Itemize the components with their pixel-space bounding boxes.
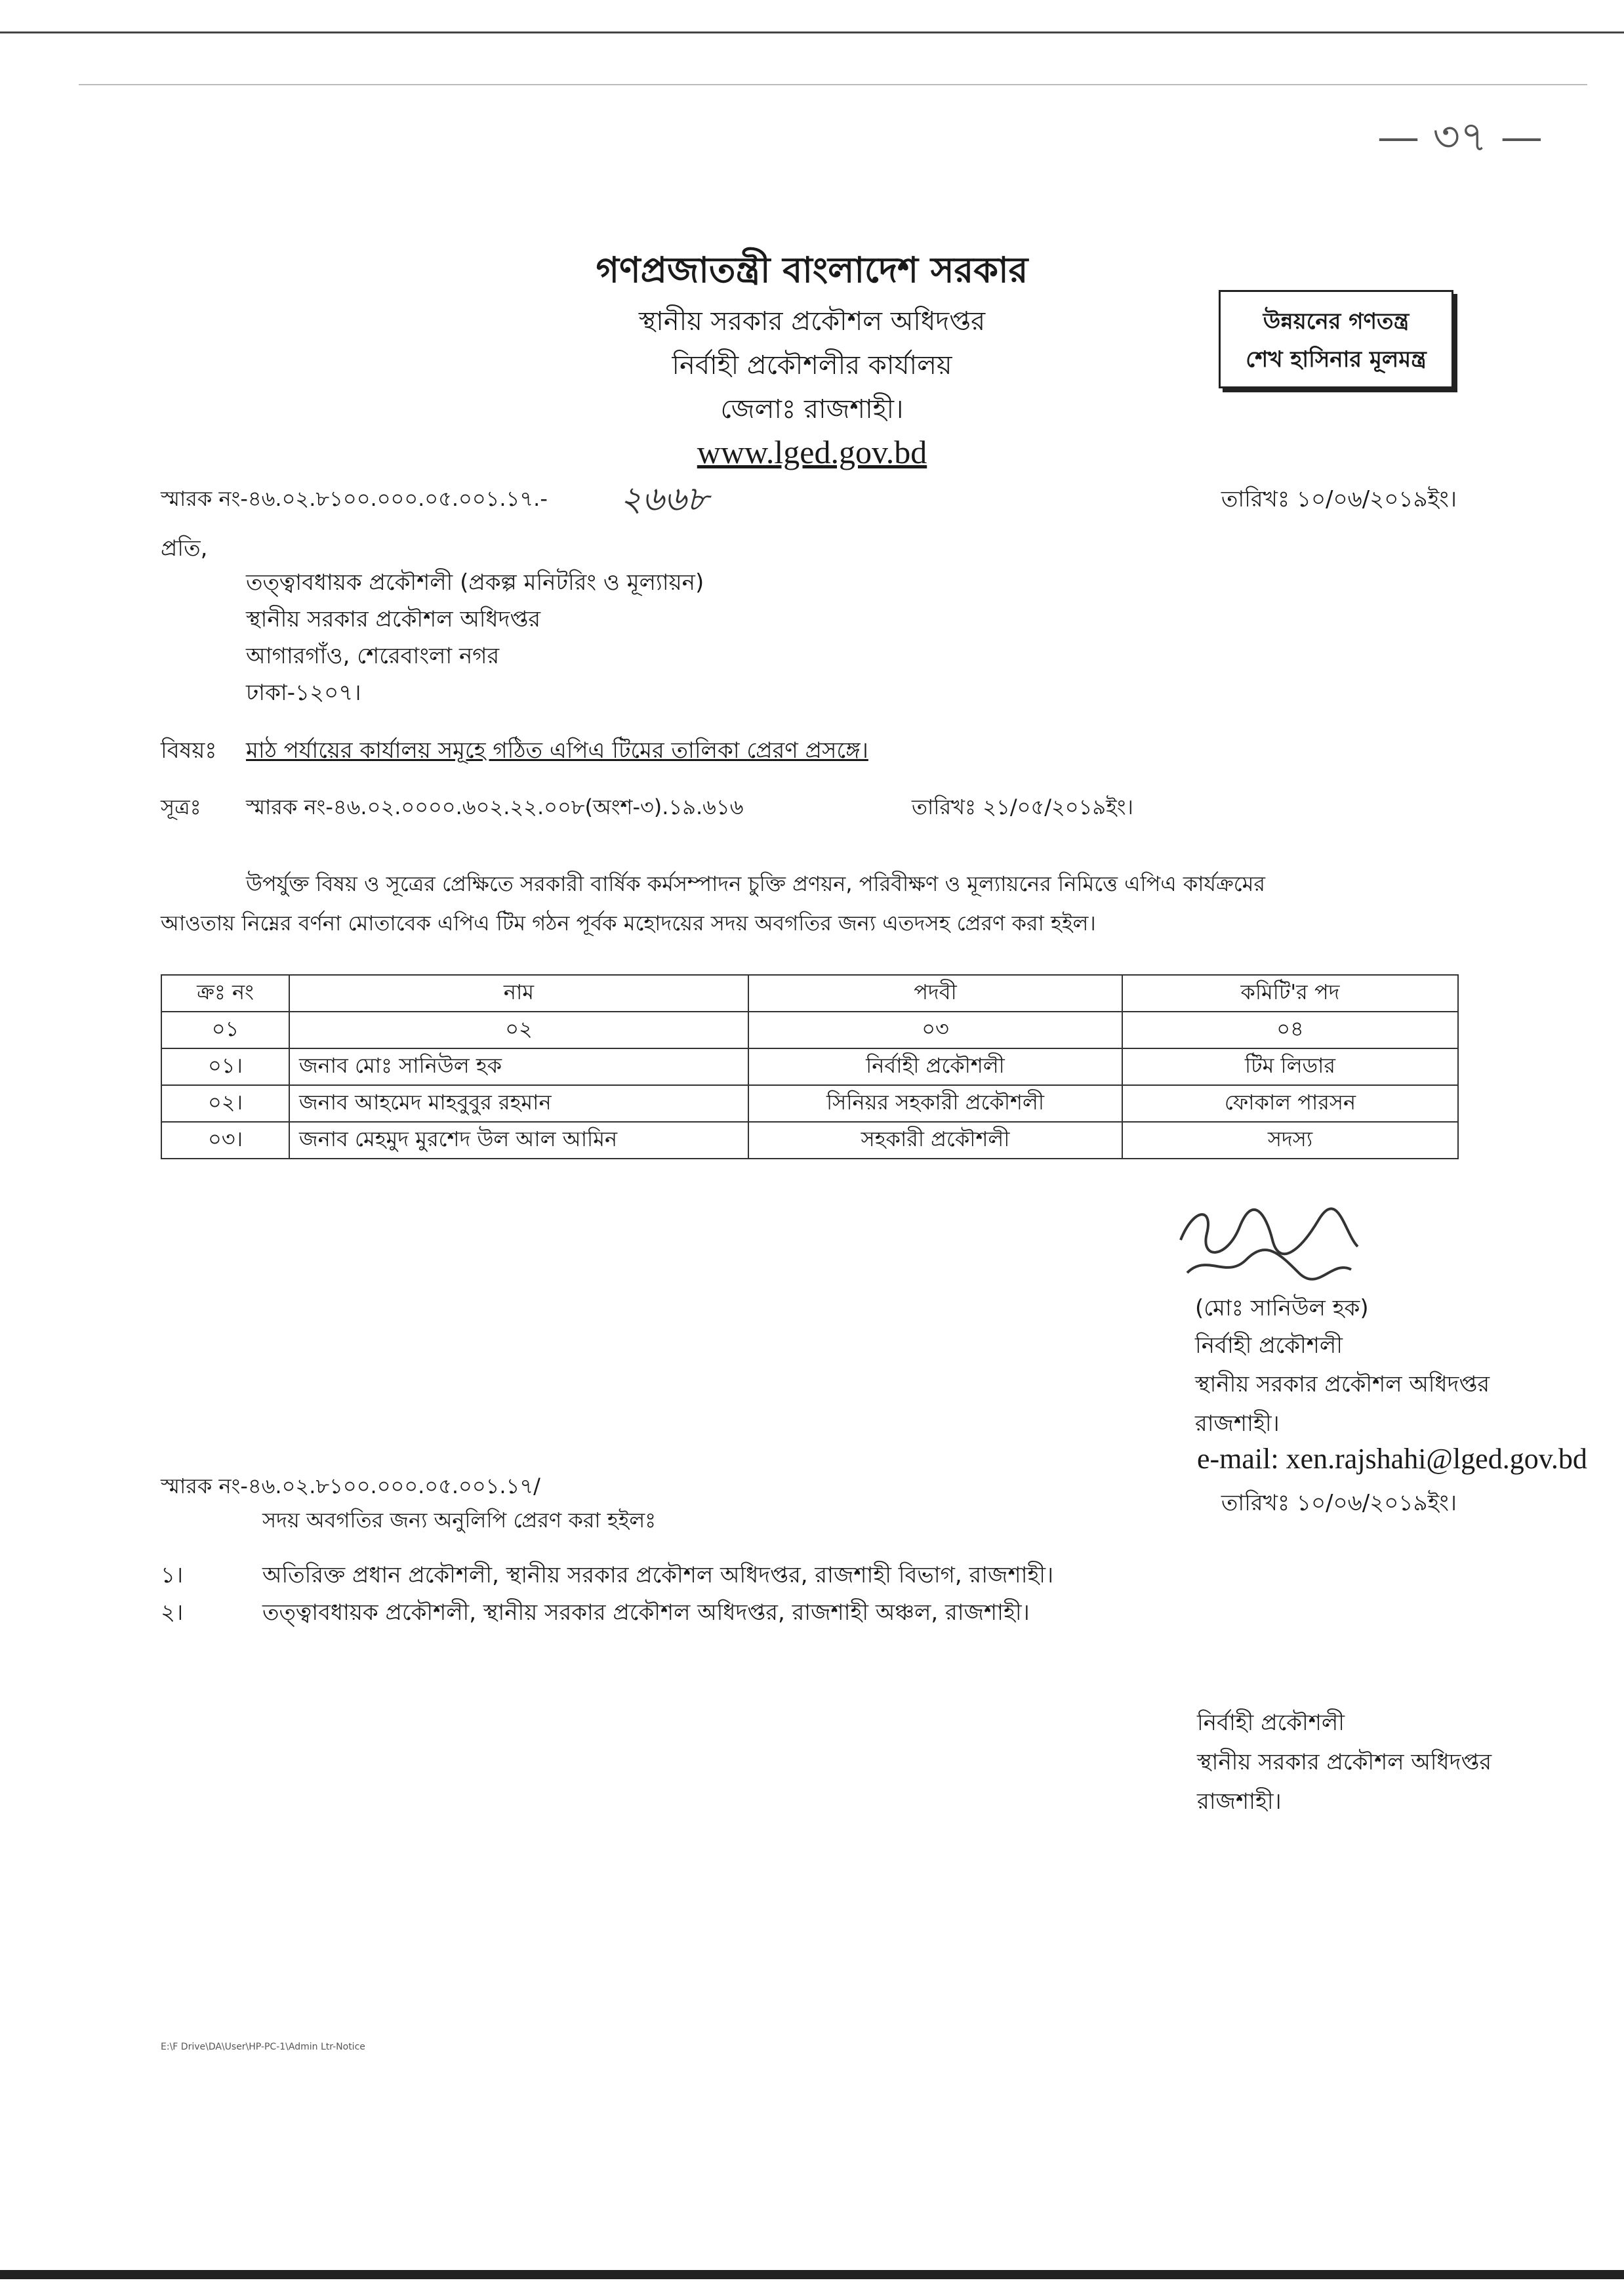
- recipient-line: ঢাকা-১২০৭।: [246, 680, 361, 706]
- table-header-row: [161, 975, 1458, 1012]
- column-header-committee-role: কমিটি'র পদ: [1122, 975, 1458, 1012]
- scan-border-line: [79, 84, 1587, 85]
- signatory-city: রাজশাহী।: [1195, 1411, 1280, 1437]
- copy-memo-number: স্মারক নং-৪৬.০২.৮১০০.০০০.০৫.০০১.১৭/: [161, 1474, 540, 1498]
- recipient-label: প্রতি,: [161, 535, 208, 562]
- body-text-line: উপর্যুক্ত বিষয় ও সূত্রের প্রেক্ষিতে সরকারী বার্ষিক কর্মসম্পাদন চুক্তি প্রণয়ন, পরিবীক্ষণ ও মূল্যায়নের নিমিত্তে এপিএ কার্যক্রমের: [246, 871, 1265, 896]
- footer-department: স্থানীয় সরকার প্রকৌশল অধিদপ্তর: [1197, 1749, 1492, 1775]
- signatory-department: স্থানীয় সরকার প্রকৌশল অধিদপ্তর: [1195, 1371, 1490, 1397]
- recipient-line: স্থানীয় সরকার প্রকৌশল অধিদপ্তর: [246, 606, 541, 632]
- table-column-number-row: [161, 1012, 1458, 1048]
- office-name: নির্বাহী প্রকৌশলীর কার্যালয়: [672, 350, 952, 381]
- copy-item-number: ২।: [161, 1600, 184, 1626]
- reference-label: সূত্রঃ: [161, 795, 201, 819]
- table-row: [161, 1122, 1458, 1159]
- column-number: ০১: [161, 1012, 289, 1048]
- scan-border-line: [0, 2270, 1624, 2279]
- table-cell-name: জনাব মেহমুদ মুরশেদ উল আল আমিন: [289, 1122, 748, 1159]
- table-cell-role: ফোকাল পারসন: [1122, 1085, 1458, 1122]
- footer-city: রাজশাহী।: [1197, 1788, 1282, 1815]
- apa-team-table: [161, 974, 1459, 1159]
- signatory-designation: নির্বাহী প্রকৌশলী: [1195, 1332, 1343, 1359]
- table-cell-serial: ০২।: [161, 1085, 289, 1122]
- file-path-footnote: E:\F Drive\DA\User\HP-PC-1\Admin Ltr-Notice: [161, 2042, 365, 2052]
- reference-memo: স্মারক নং-৪৬.০২.০০০০.৬০২.২২.০০৮(অংশ-৩).১৯.৬১৬: [246, 795, 744, 819]
- column-number: ০৩: [748, 1012, 1122, 1048]
- signatory-name: (মোঃ সানিউল হক): [1195, 1295, 1369, 1321]
- copy-item-number: ১।: [161, 1562, 184, 1588]
- column-header-serial: ক্রঃ নং: [161, 975, 289, 1012]
- district-name: জেলাঃ রাজশাহী।: [720, 394, 904, 424]
- slogan-box: [1219, 290, 1453, 388]
- table-cell-name: জনাব মোঃ সানিউল হক: [289, 1048, 748, 1085]
- government-title: গণপ্রজাতন্ত্রী বাংলাদেশ সরকার: [596, 249, 1028, 291]
- website-url: www.lged.gov.bd: [697, 434, 927, 470]
- table-cell-serial: ০৩।: [161, 1122, 289, 1159]
- table-cell-designation: সিনিয়র সহকারী প্রকৌশলী: [748, 1085, 1122, 1122]
- page-number: — ৩৭ —: [1377, 113, 1543, 161]
- table-cell-serial: ০১।: [161, 1048, 289, 1085]
- column-number: ০২: [289, 1012, 748, 1048]
- memo-number: স্মারক নং-৪৬.০২.৮১০০.০০০.০৫.০০১.১৭.-: [161, 486, 548, 511]
- table-cell-role: সদস্য: [1122, 1122, 1458, 1159]
- department-name: স্থানীয় সরকার প্রকৌশল অধিদপ্তর: [638, 306, 986, 337]
- subject-label: বিষয়ঃ: [161, 737, 217, 764]
- memo-date: তারিখঃ ১০/০৬/২০১৯ইং।: [1221, 486, 1457, 512]
- copy-date: তারিখঃ ১০/০৬/২০১৯ইং।: [1221, 1490, 1457, 1516]
- column-header-name: নাম: [289, 975, 748, 1012]
- slogan-line-2: শেখ হাসিনার মূলমন্ত্র: [1246, 346, 1427, 373]
- memo-handwritten-number: ২৬৬৮: [620, 480, 709, 519]
- subject-text: মাঠ পর্যায়ের কার্যালয় সমূহে গঠিত এপিএ টিমের তালিকা প্রেরণ প্রসঙ্গে।: [246, 737, 868, 764]
- table-cell-name: জনাব আহমেদ মাহবুবুর রহমান: [289, 1085, 748, 1122]
- column-header-designation: পদবী: [748, 975, 1122, 1012]
- copy-item-text: অতিরিক্ত প্রধান প্রকৌশলী, স্থানীয় সরকার প্রকৌশল অধিদপ্তর, রাজশাহী বিভাগ, রাজশাহী।: [262, 1562, 1054, 1588]
- table-row: [161, 1048, 1458, 1085]
- copy-intro-text: সদয় অবগতির জন্য অনুলিপি প্রেরণ করা হইলঃ: [262, 1508, 657, 1533]
- table-cell-role: টিম লিডার: [1122, 1048, 1458, 1085]
- reference-date: তারিখঃ ২১/০৫/২০১৯ইং।: [912, 795, 1134, 819]
- recipient-line: তত্ত্বাবধায়ক প্রকৌশলী (প্রকল্প মনিটরিং ও মূল্যায়ন): [246, 569, 704, 596]
- slogan-line-1: উন্নয়নের গণতন্ত্র: [1263, 308, 1410, 335]
- scan-border-line: [0, 31, 1624, 33]
- body-text-line: আওতায় নিম্নের বর্ণনা মোতাবেক এপিএ টিম গঠন পূর্বক মহোদয়ের সদয় অবগতির জন্য এতদসহ প্রেরণ করা হইল।: [161, 911, 1096, 936]
- table-cell-designation: নির্বাহী প্রকৌশলী: [748, 1048, 1122, 1085]
- copy-item-text: তত্ত্বাবধায়ক প্রকৌশলী, স্থানীয় সরকার প্রকৌশল অধিদপ্তর, রাজশাহী অঞ্চল, রাজশাহী।: [262, 1600, 1030, 1626]
- handwritten-signature: [1167, 1194, 1364, 1292]
- column-number: ০৪: [1122, 1012, 1458, 1048]
- footer-designation: নির্বাহী প্রকৌশলী: [1197, 1710, 1345, 1736]
- table-cell-designation: সহকারী প্রকৌশলী: [748, 1122, 1122, 1159]
- recipient-line: আগারগাঁও, শেরেবাংলা নগর: [246, 643, 500, 669]
- signatory-email: e-mail: xen.rajshahi@lged.gov.bd: [1197, 1443, 1587, 1475]
- table-row: [161, 1085, 1458, 1122]
